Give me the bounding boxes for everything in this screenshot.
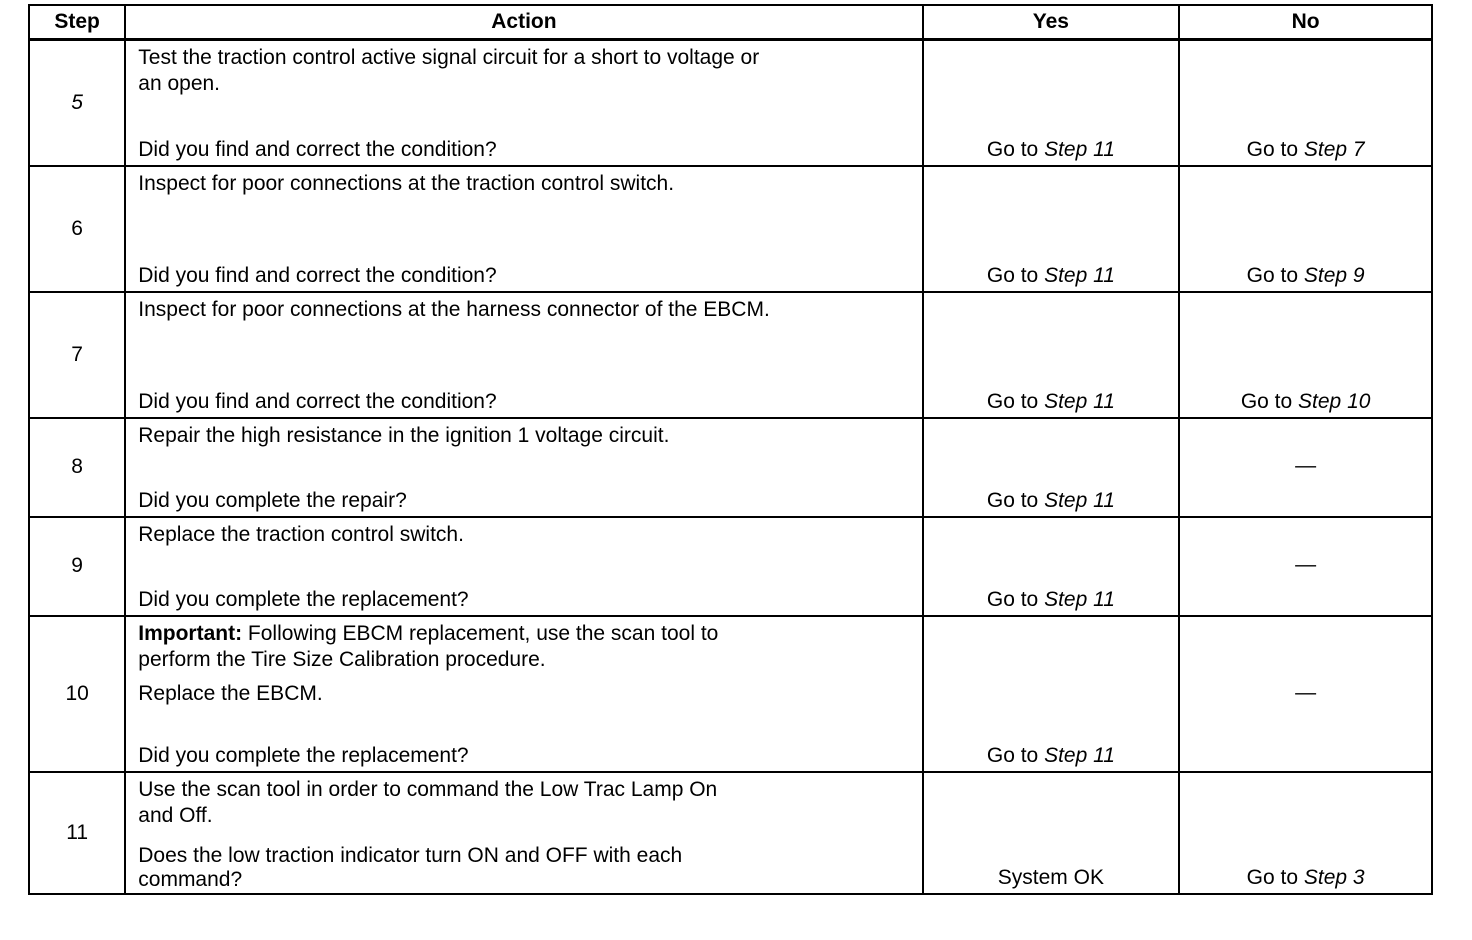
action-question: Did you find and correct the condition?	[138, 389, 497, 413]
step-number: 6	[29, 166, 125, 292]
no-prefix: Go to	[1246, 263, 1299, 287]
table-row	[29, 292, 1432, 418]
no-prefix: Go to	[1240, 389, 1293, 413]
yes-prefix: Go to	[986, 488, 1039, 512]
yes-prefix: Go to	[986, 137, 1039, 161]
header-no: No	[1179, 5, 1432, 40]
action-question: Did you find and correct the condition?	[138, 263, 497, 287]
question-line: Does the low traction indicator turn ON and OFF with each	[138, 843, 683, 867]
action-question	[138, 843, 909, 891]
no-cell	[1179, 418, 1432, 517]
action-text: Replace the traction control switch.	[138, 522, 464, 546]
no-cell	[1179, 772, 1432, 894]
no-dash: —	[1295, 454, 1317, 477]
action-text: Repair the high resistance in the ignition 1 voltage circuit.	[138, 423, 670, 447]
action-question: Did you complete the replacement?	[138, 587, 469, 611]
action-text: Use the scan tool in order to command the Low Trac Lamp On	[138, 777, 718, 801]
yes-prefix: Go to	[986, 389, 1039, 413]
yes-cell	[923, 40, 1180, 166]
no-cell	[1179, 292, 1432, 418]
action-cell	[125, 616, 922, 772]
step-number: 5	[29, 40, 125, 166]
header-action: Action	[125, 5, 922, 40]
action-text: Replace the EBCM.	[138, 681, 323, 705]
action-question: Did you find and correct the condition?	[138, 137, 497, 161]
yes-step-link[interactable]: Step 11	[1044, 389, 1115, 413]
table-row	[29, 418, 1432, 517]
no-cell	[1179, 517, 1432, 616]
table-row	[29, 166, 1432, 292]
yes-text: System OK	[997, 865, 1104, 889]
action-text: an open.	[138, 72, 221, 95]
table-row	[29, 616, 1432, 772]
yes-step-link[interactable]: Step 11	[1044, 743, 1115, 767]
yes-cell	[923, 517, 1180, 616]
action-cell	[125, 772, 922, 894]
table-row	[29, 517, 1432, 616]
action-cell	[125, 292, 922, 418]
no-step-link[interactable]: Step 7	[1303, 137, 1365, 161]
action-text: Test the traction control active signal circuit for a short to voltage or	[138, 46, 760, 69]
no-step-link[interactable]: Step 10	[1298, 389, 1371, 413]
no-cell	[1179, 40, 1432, 166]
table-row	[29, 772, 1432, 894]
action-cell	[125, 40, 922, 166]
yes-cell	[923, 616, 1180, 772]
action-text: Inspect for poor connections at the traction control switch.	[138, 171, 675, 195]
yes-cell	[923, 166, 1180, 292]
yes-prefix: Go to	[986, 587, 1039, 611]
yes-prefix: Go to	[986, 263, 1039, 287]
step-number: 8	[29, 418, 125, 517]
no-cell	[1179, 166, 1432, 292]
action-cell	[125, 517, 922, 616]
no-cell	[1179, 616, 1432, 772]
no-step-link[interactable]: Step 3	[1303, 865, 1365, 889]
yes-step-link[interactable]: Step 11	[1044, 137, 1115, 161]
no-dash: —	[1295, 553, 1317, 576]
diagnostic-table	[28, 4, 1433, 895]
action-text: Inspect for poor connections at the harness connector of the EBCM.	[138, 297, 770, 321]
step-number: 10	[29, 616, 125, 772]
step-number: 7	[29, 292, 125, 418]
important-label: Important:	[138, 621, 243, 645]
action-text: and Off.	[138, 803, 213, 827]
step-number: 11	[29, 772, 125, 894]
action-cell	[125, 166, 922, 292]
no-prefix: Go to	[1246, 865, 1299, 889]
header-row	[29, 5, 1432, 40]
question-line: command?	[138, 867, 243, 891]
action-question: Did you complete the replacement?	[138, 743, 469, 767]
yes-step-link[interactable]: Step 11	[1044, 263, 1115, 287]
yes-cell	[923, 418, 1180, 517]
yes-step-link[interactable]: Step 11	[1044, 587, 1115, 611]
step-number: 9	[29, 517, 125, 616]
no-step-link[interactable]: Step 9	[1303, 263, 1365, 287]
no-prefix: Go to	[1246, 137, 1299, 161]
header-yes: Yes	[923, 5, 1180, 40]
important-text-line2: perform the Tire Size Calibration procedure.	[138, 647, 546, 671]
yes-prefix: Go to	[986, 743, 1039, 767]
important-text: Following EBCM replacement, use the scan tool to	[242, 621, 719, 645]
yes-cell	[923, 772, 1180, 894]
action-question: Did you complete the repair?	[138, 488, 407, 512]
table-row	[29, 40, 1432, 166]
yes-cell	[923, 292, 1180, 418]
header-step: Step	[29, 5, 125, 40]
important-note	[138, 621, 909, 647]
yes-step-link[interactable]: Step 11	[1044, 488, 1115, 512]
action-cell	[125, 418, 922, 517]
no-dash: —	[1295, 680, 1317, 704]
